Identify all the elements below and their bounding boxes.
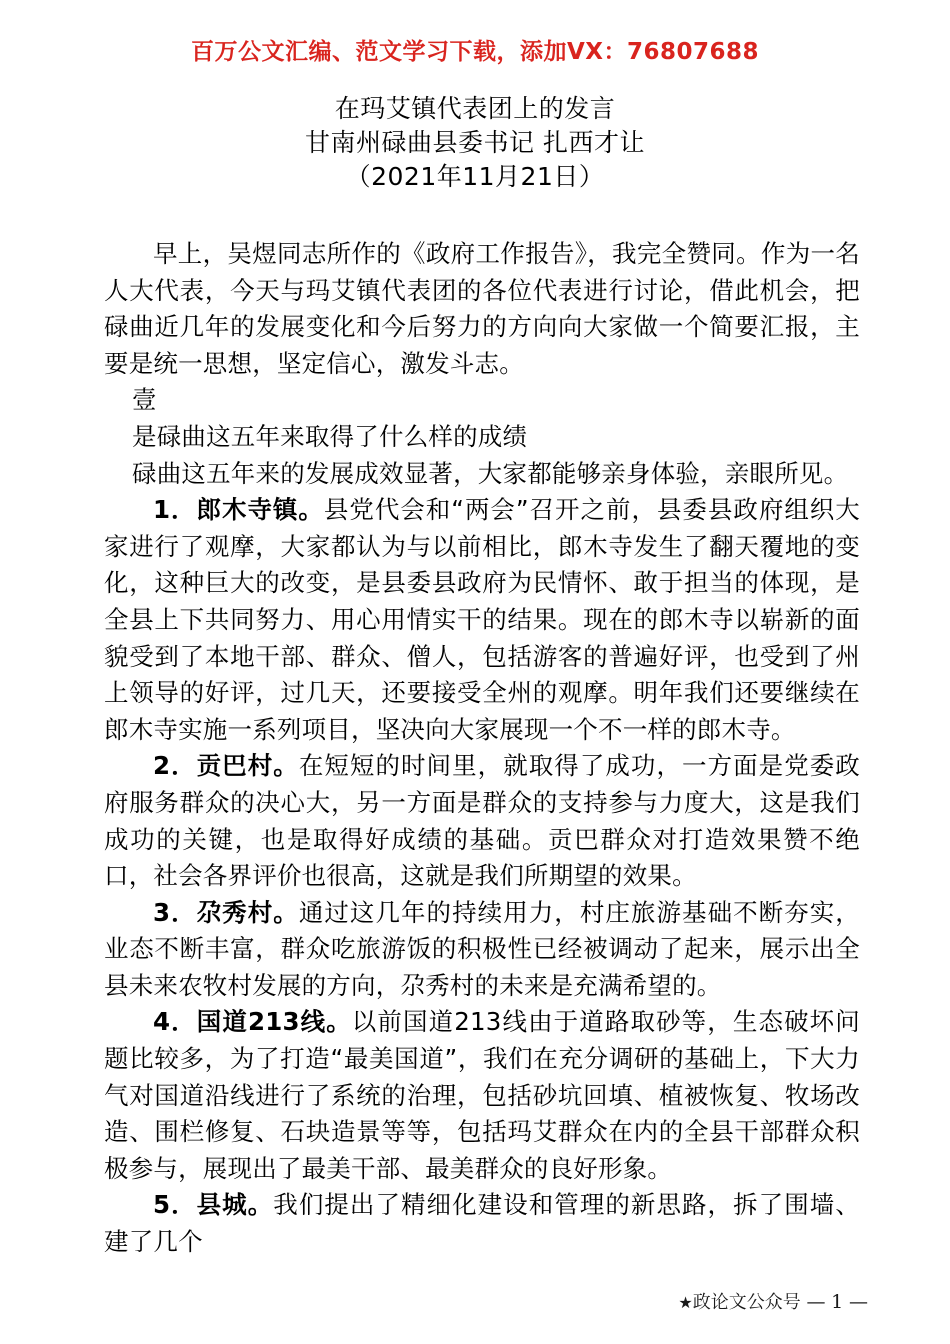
- document-byline: 甘南州碌曲县委书记 扎西才让: [305, 128, 645, 157]
- paragraph-item-4: [104, 1004, 860, 1187]
- paragraph-lead-item-4: 4．国道213线。: [153, 1007, 352, 1037]
- paragraph-item-5: [104, 1187, 860, 1260]
- footer-brand: 政论文公众号: [692, 1292, 801, 1313]
- page-footer: [0, 1288, 950, 1314]
- star-icon: ★: [678, 1293, 693, 1312]
- paragraph-lead-item-3: 3．尕秀村。: [153, 897, 299, 927]
- footer-dash-left: —: [806, 1291, 826, 1313]
- paragraph-item-3: [104, 895, 860, 1005]
- paragraph-section-number-one: 壹: [132, 385, 157, 415]
- paragraph-text-item-5: 我们提出了精细化建设和管理的新思路，拆了围墙、建了几个: [104, 1190, 860, 1257]
- page-number: 1: [831, 1291, 844, 1313]
- paragraph-lead-item-2: 2．贡巴村。: [153, 751, 299, 781]
- paragraph-section-lead-one: 碌曲这五年来的发展成效显著，大家都能够亲身体验，亲眼所见。: [132, 458, 849, 488]
- paragraph-section-heading-one: 是碌曲这五年来取得了什么样的成绩: [132, 421, 528, 451]
- paragraph-text-item-4: 以前国道213线由于道路取砂等，生态破坏问题比较多，为了打造“最美国道”，我们在充分调研的基础上，下大力气对国道沿线进行了系统的治理，包括砂坑回填、植被恢复、牧场改造、围栏修复、石块造景等等，包括玛艾群众在内的全县干部群众积极参与，展现出了最美干部、最美群众的良好形象。: [104, 1007, 860, 1183]
- promo-banner: 百万公文汇编、范文学习下载，添加VX：76807688: [190, 39, 760, 65]
- paragraph-item-1: [104, 492, 860, 748]
- document-title: 在玛艾镇代表团上的发言: [334, 94, 616, 123]
- document-title-block: [0, 92, 950, 194]
- paragraph-lead-item-1: 1．郎木寺镇。: [153, 495, 324, 525]
- paragraph-lead-item-5: 5．县城。: [153, 1190, 274, 1220]
- paragraph-item-2: [104, 748, 860, 894]
- paragraph-text-item-3: 通过这几年的持续用力，村庄旅游基础不断夯实，业态不断丰富，群众吃旅游饭的积极性已经被调动了起来，展示出全县未来农牧村发展的方向，尕秀村的未来是充满希望的。: [104, 897, 860, 1000]
- footer-dash-right: —: [849, 1291, 868, 1313]
- document-body: [104, 236, 860, 1261]
- paragraph-text-item-2: 在短短的时间里，就取得了成功，一方面是党委政府服务群众的决心大，另一方面是群众的支持参与力度大，这是我们成功的关键，也是取得好成绩的基础。贡巴群众对打造效果赞不绝口，社会各界评价也很高，这就是我们所期望的效果。: [104, 751, 860, 891]
- document-date: （2021年11月21日）: [345, 162, 605, 191]
- paragraph-text-item-1: 县党代会和“两会”召开之前，县委县政府组织大家进行了观摩，大家都认为与以前相比，郎木寺发生了翻天覆地的变化，这种巨大的改变，是县委县政府为民情怀、敢于担当的体现，是全县上下共同努力、用心用情实干的结果。现在的郎木寺以崭新的面貌受到了本地干部、群众、僧人，包括游客的普遍好评，也受到了州上领导的好评，过几天，还要接受全州的观摩。明年我们还要继续在郎木寺实施一系列项目，坚决向大家展现一个不一样的郎木寺。: [104, 495, 860, 744]
- paragraph-opening: 早上，吴煜同志所作的《政府工作报告》，我完全赞同。作为一名人大代表，今天与玛艾镇代表团的各位代表进行讨论，借此机会，把碌曲近几年的发展变化和今后努力的方向向大家做一个简要汇报，主要是统一思想，坚定信心，激发斗志。: [104, 239, 860, 378]
